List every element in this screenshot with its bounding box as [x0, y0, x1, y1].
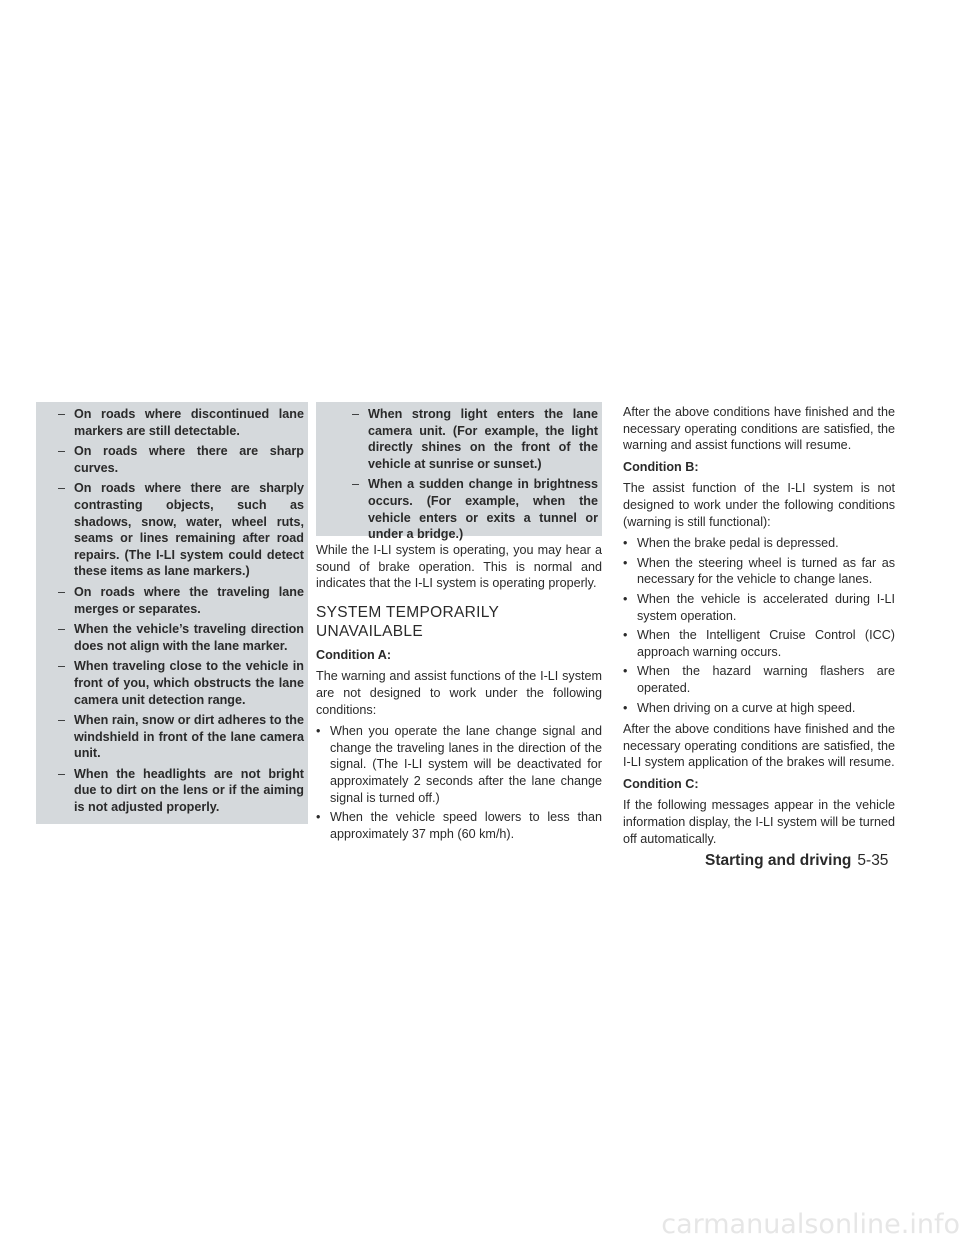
section-heading: SYSTEM TEMPORARILY UNAVAILABLE — [316, 603, 499, 640]
warning-condition-text: On roads where discontinued lane markers are still detectable. — [74, 407, 304, 438]
condition-item-text: When the Intelligent Cruise Control (ICC) approach warning occurs. — [637, 628, 895, 659]
condition-b-label: Condition B: — [623, 459, 699, 474]
condition-item — [623, 663, 895, 696]
bullet-marker: • — [316, 810, 321, 825]
warning-condition-text: When the vehicle’s traveling direction does not align with the lane marker. — [74, 622, 304, 653]
warning-condition-item — [36, 584, 304, 617]
condition-item-text: When the vehicle speed lowers to less than approximately 37 mph (60 km/h). — [330, 810, 602, 841]
bullet-marker: • — [623, 591, 628, 606]
operation-sound-paragraph: While the I-LI system is operating, you may hear a sound of brake operation. This is normal and indicates that the I-LI system is operating properly. — [316, 543, 602, 591]
dash-marker: – — [352, 477, 360, 492]
warning-condition-item — [36, 766, 304, 816]
warning-condition-text: When a sudden change in brightness occurs. (For example, when the vehicle enters or exits a tunnel or under a bridge.) — [368, 477, 598, 542]
condition-c-label: Condition C: — [623, 776, 699, 791]
condition-item-text: When the vehicle is accelerated during I-LI system operation. — [637, 591, 895, 623]
condition-b-list — [623, 535, 895, 716]
warning-condition-item — [36, 712, 304, 762]
page-footer — [705, 851, 895, 871]
watermark: carmanualsonline.info — [661, 1209, 960, 1240]
right-column — [623, 404, 895, 852]
bullet-marker: • — [623, 664, 628, 679]
condition-item-text: When you operate the lane change signal and change the traveling lanes in the direction of the signal. (The I-LI system will be deactivated for approximately 2 seconds after the lane change signal is turned off.) — [330, 724, 602, 805]
warning-condition-item — [36, 406, 304, 439]
warning-condition-text: When rain, snow or dirt adheres to the windshield in front of the lane camera unit. — [74, 713, 304, 761]
dash-marker: – — [58, 713, 66, 728]
warning-conditions-box-left — [36, 402, 308, 824]
warning-condition-item — [36, 658, 304, 708]
warning-condition-item — [36, 621, 304, 654]
bullet-marker: • — [623, 628, 628, 643]
chapter-title: Starting and driving — [705, 852, 852, 869]
condition-b-text: The assist function of the I-LI system is not designed to work under the following conditions (warning is still functional): — [623, 481, 895, 529]
bullet-marker: • — [623, 555, 628, 570]
warning-condition-item — [316, 406, 598, 472]
warning-conditions-box-right — [316, 402, 602, 542]
dash-marker: – — [58, 622, 66, 637]
dash-marker: – — [58, 659, 66, 674]
condition-item — [623, 627, 895, 660]
condition-a-label: Condition A: — [316, 647, 392, 662]
condition-item — [316, 723, 602, 806]
condition-item — [623, 555, 895, 588]
warning-condition-text: When strong light enters the lane camera unit. (For example, the light directly shines on the front of the vehicle at sunrise or sunset.) — [368, 407, 598, 471]
warning-condition-item — [316, 476, 598, 542]
condition-item-text: When the steering wheel is turned as far as necessary for the vehicle to change lanes. — [637, 555, 895, 587]
warning-condition-text: On roads where the traveling lane merges or separates. — [74, 584, 304, 616]
warning-conditions-list-continued — [316, 402, 602, 543]
warning-condition-text: On roads where there are sharp curves. — [74, 444, 304, 475]
warning-condition-text: When the headlights are not bright due to dirt on the lens or if the aiming is not adjusted properly. — [74, 766, 304, 815]
dash-marker: – — [58, 444, 66, 459]
condition-c-text: If the following messages appear in the vehicle information display, the I-LI system will be turned off automatically. — [623, 798, 895, 846]
dash-marker: – — [58, 584, 66, 599]
dash-marker: – — [58, 766, 66, 781]
dash-marker: – — [58, 481, 66, 496]
warning-condition-text: On roads where there are sharply contrasting objects, such as shadows, snow, water, wheel ruts, seams or lines remaining after road repairs. (The I-LI system could detect these items as lane markers.) — [74, 481, 304, 579]
condition-item — [316, 809, 602, 842]
condition-item-text: When the hazard warning flashers are operated. — [637, 664, 895, 695]
bullet-marker: • — [623, 700, 628, 715]
page-number: 5-35 — [857, 852, 889, 869]
condition-item — [623, 535, 895, 552]
warning-condition-text: When traveling close to the vehicle in front of you, which obstructs the lane camera unit detection range. — [74, 659, 304, 707]
condition-a-resume-paragraph: After the above conditions have finished and the necessary operating conditions are satisfied, the warning and assist functions will resume. — [623, 405, 895, 453]
condition-item-text: When the brake pedal is depressed. — [637, 536, 839, 551]
warning-conditions-list — [36, 402, 308, 816]
bullet-marker: • — [623, 536, 628, 551]
warning-condition-item — [36, 443, 304, 476]
warning-condition-item — [36, 480, 304, 580]
condition-item — [623, 591, 895, 624]
condition-a-list — [316, 723, 602, 842]
dash-marker: – — [58, 407, 66, 421]
condition-b-resume-paragraph: After the above conditions have finished and the necessary operating conditions are satisfied, the I-LI system application of the brakes will resume. — [623, 722, 895, 770]
bullet-marker: • — [316, 724, 321, 739]
condition-item — [623, 700, 895, 717]
middle-column — [316, 542, 602, 847]
condition-a-text: The warning and assist functions of the I-LI system are not designed to work under the following conditions: — [316, 669, 602, 717]
condition-item-text: When driving on a curve at high speed. — [637, 700, 856, 715]
dash-marker: – — [352, 407, 360, 421]
